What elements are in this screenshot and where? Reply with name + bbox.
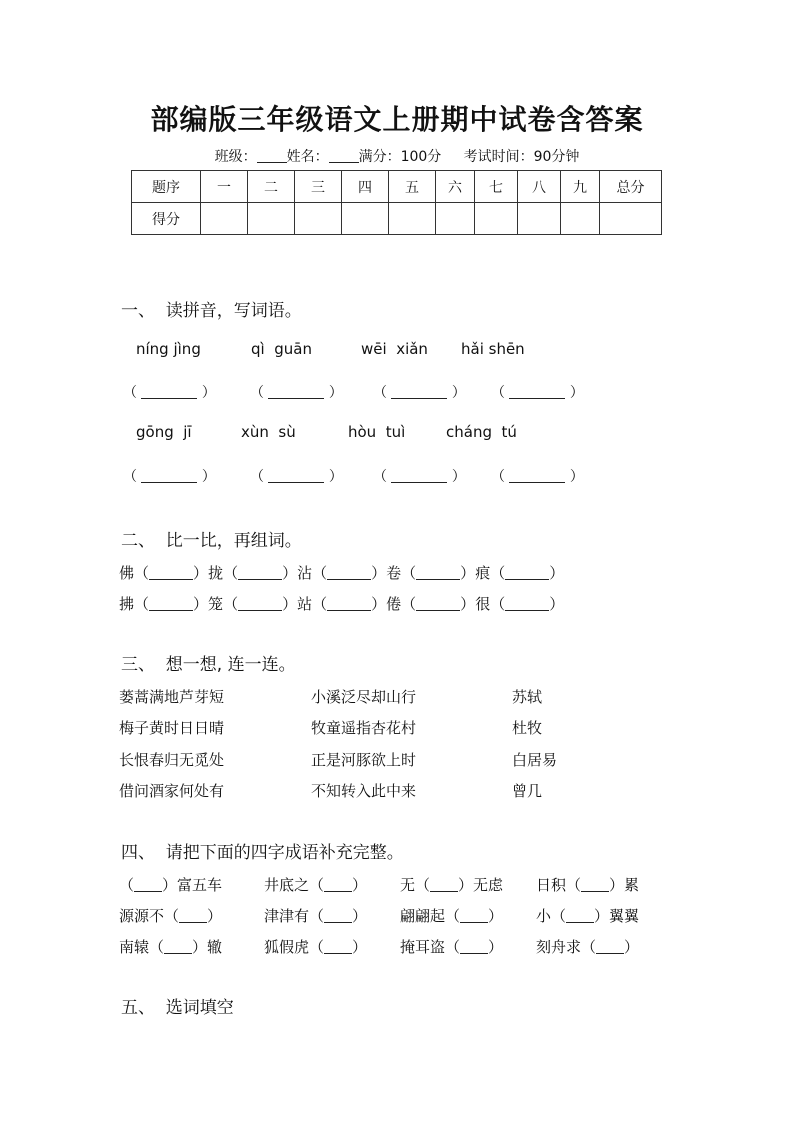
idiom-item[interactable]: 掩耳盗（ ） <box>400 938 504 956</box>
idiom-item[interactable]: （ ）富五车 <box>119 876 223 894</box>
poem-line: 长恨春归无觅处 <box>119 751 225 769</box>
idiom-item[interactable]: 日积（ ）累 <box>536 876 640 894</box>
char: 笼 <box>208 595 224 613</box>
score-cell[interactable] <box>201 203 248 235</box>
poet-name: 曾几 <box>512 782 543 800</box>
compare-row-2: 拂（ ）笼（ ）站（ ）倦（ ）很（ ） <box>119 595 565 613</box>
poem-line: 蒌蒿满地芦芽短 <box>119 688 225 706</box>
score-cell[interactable] <box>436 203 475 235</box>
pinyin: xùn sù <box>241 423 296 441</box>
answer-blank[interactable]: （ ） <box>491 385 584 401</box>
pinyin: gōng jī <box>136 423 192 441</box>
idiom-item[interactable]: 无（ ）无虑 <box>400 876 504 894</box>
idiom-item[interactable]: 南辕（ ）辙 <box>119 938 223 956</box>
char: 佛 <box>119 564 135 582</box>
idiom-item[interactable]: 狐假虎（ ） <box>264 938 368 956</box>
score-header-cell: 七 <box>475 171 518 203</box>
idiom-item[interactable]: 津津有（ ） <box>264 907 368 925</box>
answer-blank[interactable]: （ ） <box>491 469 584 485</box>
score-cell[interactable] <box>518 203 561 235</box>
idiom-item[interactable]: 刻舟求（ ） <box>536 938 640 956</box>
score-cell[interactable] <box>295 203 342 235</box>
char: 倦 <box>386 595 402 613</box>
pinyin: qì guān <box>251 340 312 358</box>
poet-name: 杜牧 <box>512 719 543 737</box>
char: 痕 <box>475 564 491 582</box>
char: 拂 <box>119 595 135 613</box>
name-label: 姓名： <box>286 149 329 165</box>
score-header-cell: 六 <box>436 171 475 203</box>
score-header-cell: 二 <box>248 171 295 203</box>
poem-line: 正是河豚欲上时 <box>311 751 417 769</box>
idiom-item[interactable]: 井底之（ ） <box>264 876 368 894</box>
exam-time: 考试时间：90分钟 <box>463 149 580 165</box>
idiom-item[interactable]: 小（ ）翼翼 <box>536 907 640 925</box>
char: 沾 <box>297 564 313 582</box>
char: 拢 <box>208 564 224 582</box>
pinyin: cháng tú <box>446 423 517 441</box>
score-cell[interactable] <box>342 203 389 235</box>
answer-blank[interactable]: （ ） <box>123 385 216 401</box>
score-header-row <box>132 171 662 203</box>
exam-meta <box>0 146 794 166</box>
poet-name: 白居易 <box>512 751 558 769</box>
score-header-cell: 四 <box>342 171 389 203</box>
score-header-cell: 五 <box>389 171 436 203</box>
pinyin: níng jìng <box>136 340 201 358</box>
score-header-cell: 三 <box>295 171 342 203</box>
section-5-title: 五、 选词填空 <box>121 998 234 1018</box>
pinyin: hǎi shēn <box>461 340 525 358</box>
score-cell[interactable] <box>561 203 600 235</box>
pinyin: hòu tuì <box>348 423 406 441</box>
score-header-cell: 题序 <box>132 171 201 203</box>
poem-line: 小溪泛尽却山行 <box>311 688 417 706</box>
answer-blank[interactable]: （ ） <box>123 469 216 485</box>
name-blank <box>329 148 359 163</box>
section-4-title: 四、 请把下面的四字成语补充完整。 <box>121 843 404 863</box>
full-score: 满分：100分 <box>358 149 442 165</box>
answer-blank[interactable]: （ ） <box>250 385 343 401</box>
score-row-label: 得分 <box>132 203 201 235</box>
answer-blank[interactable]: （ ） <box>250 469 343 485</box>
score-header-cell: 八 <box>518 171 561 203</box>
score-table <box>131 170 662 235</box>
section-3-title: 三、 想一想, 连一连。 <box>121 655 296 675</box>
score-header-cell: 一 <box>201 171 248 203</box>
poem-line: 借问酒家何处有 <box>119 782 225 800</box>
section-2-title: 二、 比一比，再组词。 <box>121 531 302 551</box>
score-cell[interactable] <box>600 203 662 235</box>
class-blank <box>257 148 287 163</box>
poem-line: 不知转入此中来 <box>311 782 417 800</box>
score-header-cell: 九 <box>561 171 600 203</box>
poem-line: 牧童遥指杏花村 <box>311 719 417 737</box>
score-cell[interactable] <box>475 203 518 235</box>
score-cell[interactable] <box>389 203 436 235</box>
score-value-row <box>132 203 662 235</box>
score-header-cell: 总分 <box>600 171 662 203</box>
pinyin: wēi xiǎn <box>361 340 428 358</box>
char: 很 <box>475 595 491 613</box>
poet-name: 苏轼 <box>512 688 543 706</box>
page-title: 部编版三年级语文上册期中试卷含答案 <box>150 103 644 136</box>
answer-blank[interactable]: （ ） <box>373 385 466 401</box>
answer-blank[interactable]: （ ） <box>373 469 466 485</box>
idiom-item[interactable]: 源源不（ ） <box>119 907 223 925</box>
score-cell[interactable] <box>248 203 295 235</box>
char: 站 <box>297 595 313 613</box>
poem-line: 梅子黄时日日晴 <box>119 719 225 737</box>
idiom-item[interactable]: 翩翩起（ ） <box>400 907 504 925</box>
section-1-title: 一、 读拼音，写词语。 <box>121 301 302 321</box>
char: 卷 <box>386 564 402 582</box>
compare-row-1: 佛（ ）拢（ ）沾（ ）卷（ ）痕（ ） <box>119 564 565 582</box>
class-label: 班级： <box>214 149 257 165</box>
